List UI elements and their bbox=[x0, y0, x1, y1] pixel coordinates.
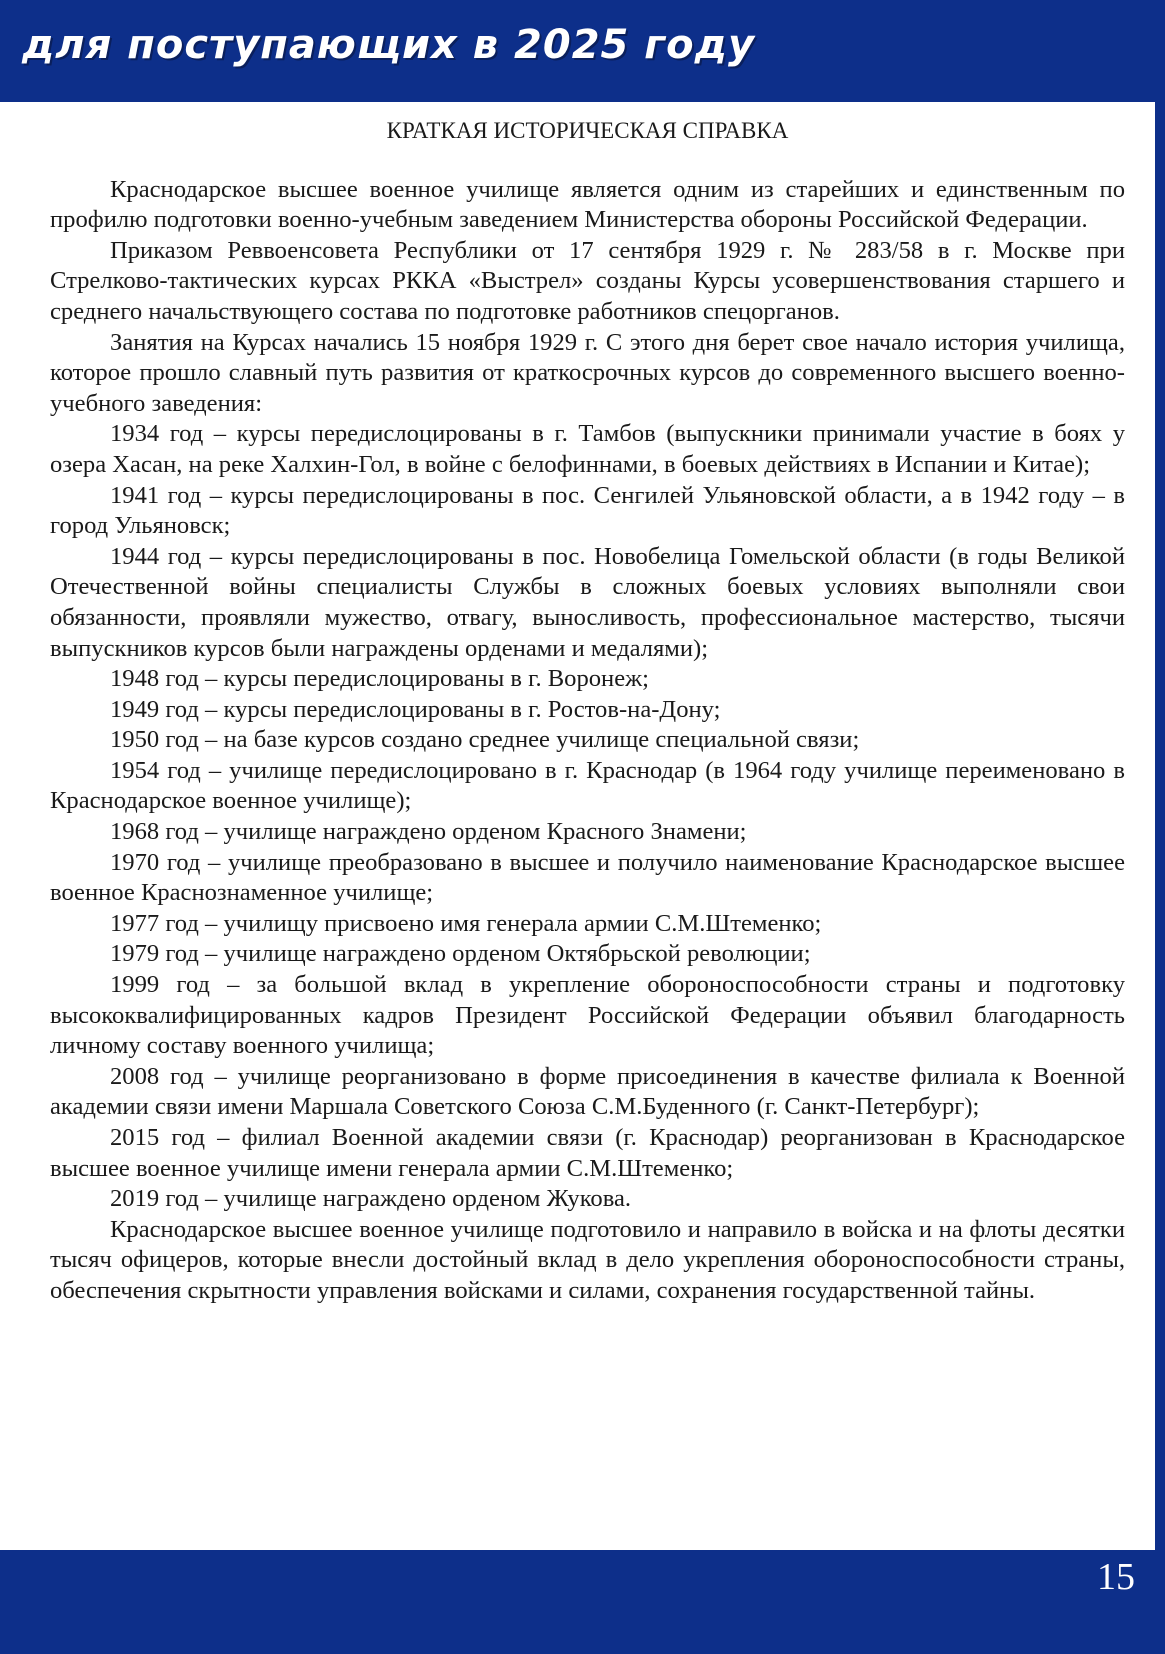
timeline-item: 2008 год – училище реорганизовано в форме присоединения в качестве филиала к Военной академии связи имени Маршала Советского Союза С.М.Буденного (г. Санкт-Петербург); bbox=[50, 1062, 1125, 1121]
timeline-item: 1954 год – училище передислоцировано в г. Краснодар (в 1964 году училище переименовано в Краснодарское военное училище); bbox=[50, 756, 1125, 815]
timeline-item: 1979 год – училище награждено орденом Октябрьской революции; bbox=[110, 940, 811, 968]
timeline-item: 2019 год – училище награждено орденом Жукова. bbox=[110, 1185, 632, 1213]
timeline-item: 2015 год – филиал Военной академии связи (г. Краснодар) реорганизован в Краснодарское высшее военное училище имени генерала армии С.М.Штеменко; bbox=[50, 1124, 1125, 1182]
document-body bbox=[50, 116, 1125, 1307]
timeline-item: 1949 год – курсы передислоцированы в г. Ростов-на-Дону; bbox=[110, 695, 721, 723]
timeline-item: 1977 год – училищу присвоено имя генерала армии С.М.Штеменко; bbox=[110, 909, 822, 937]
timeline-item: 1948 год – курсы передислоцированы в г. Воронеж; bbox=[110, 665, 649, 693]
page-number: 15 bbox=[1097, 1556, 1135, 1598]
timeline-item: 1968 год – училище награждено орденом Красного Знамени; bbox=[110, 818, 747, 846]
timeline-item: 1970 год – училище преобразовано в высшее и получило наименование Краснодарское высшее военное Краснознаменное училище; bbox=[50, 848, 1125, 907]
paragraph-start: Занятия на Курсах начались 15 ноября 1929 г. С этого дня берет свое начало история училища, которое прошло славный путь развития от краткосрочных курсов до современного высшего военно-учебного заведения: bbox=[50, 328, 1125, 417]
paragraph-order: Приказом Реввоенсовета Республики от 17 сентября 1929 г. № 283/58 в г. Москве при Стрелково-тактических курсах РККА «Выстрел» созданы Курсы усовершенствования старшего и среднего начальствующего состава по подготовке работников спецорганов. bbox=[50, 236, 1125, 325]
footer-band bbox=[0, 1550, 1165, 1654]
right-border-strip bbox=[1155, 0, 1165, 1654]
header-title: для поступающих в 2025 году bbox=[22, 22, 756, 68]
timeline-item: 1941 год – курсы передислоцированы в пос. Сенгилей Ульяновской области, а в 1942 году – в город Ульяновск; bbox=[50, 481, 1125, 540]
timeline-item: 1950 год – на базе курсов создано среднее училище специальной связи; bbox=[110, 726, 860, 754]
timeline-item: 1934 год – курсы передислоцированы в г. Тамбов (выпускники принимали участие в боях у озера Хасан, на реке Халхин-Гол, в войне с белофиннами, в боевых действиях в Испании и Китае); bbox=[50, 420, 1125, 478]
timeline-item: 1999 год – за большой вклад в укрепление обороноспособности страны и подготовку высококвалифицированных кадров Президент Российской Федерации объявил благодарность личному составу военного училища; bbox=[50, 971, 1125, 1060]
header-band bbox=[0, 0, 1165, 102]
section-title: КРАТКАЯ ИСТОРИЧЕСКАЯ СПРАВКА bbox=[386, 118, 789, 143]
paragraph-conclusion: Краснодарское высшее военное училище подготовило и направило в войска и на флоты десятки тысяч офицеров, которые внесли достойный вклад в дело укрепления обороноспособности страны, обеспечения скрытности управления войсками и силами, сохранения государственной тайны. bbox=[50, 1215, 1125, 1304]
timeline-item: 1944 год – курсы передислоцированы в пос. Новобелица Гомельской области (в годы Великой Отечественной войны специалисты Службы в сложных боевых условиях выполняли свои обязанности, проявляли мужество, отвагу, выносливость, профессиональное мастерство, тысячи выпускников курсов были награждены орденами и медалями); bbox=[50, 542, 1125, 662]
paragraph-intro: Краснодарское высшее военное училище является одним из старейших и единственным по профилю подготовки военно-учебным заведением Министерства обороны Российской Федерации. bbox=[50, 175, 1125, 234]
